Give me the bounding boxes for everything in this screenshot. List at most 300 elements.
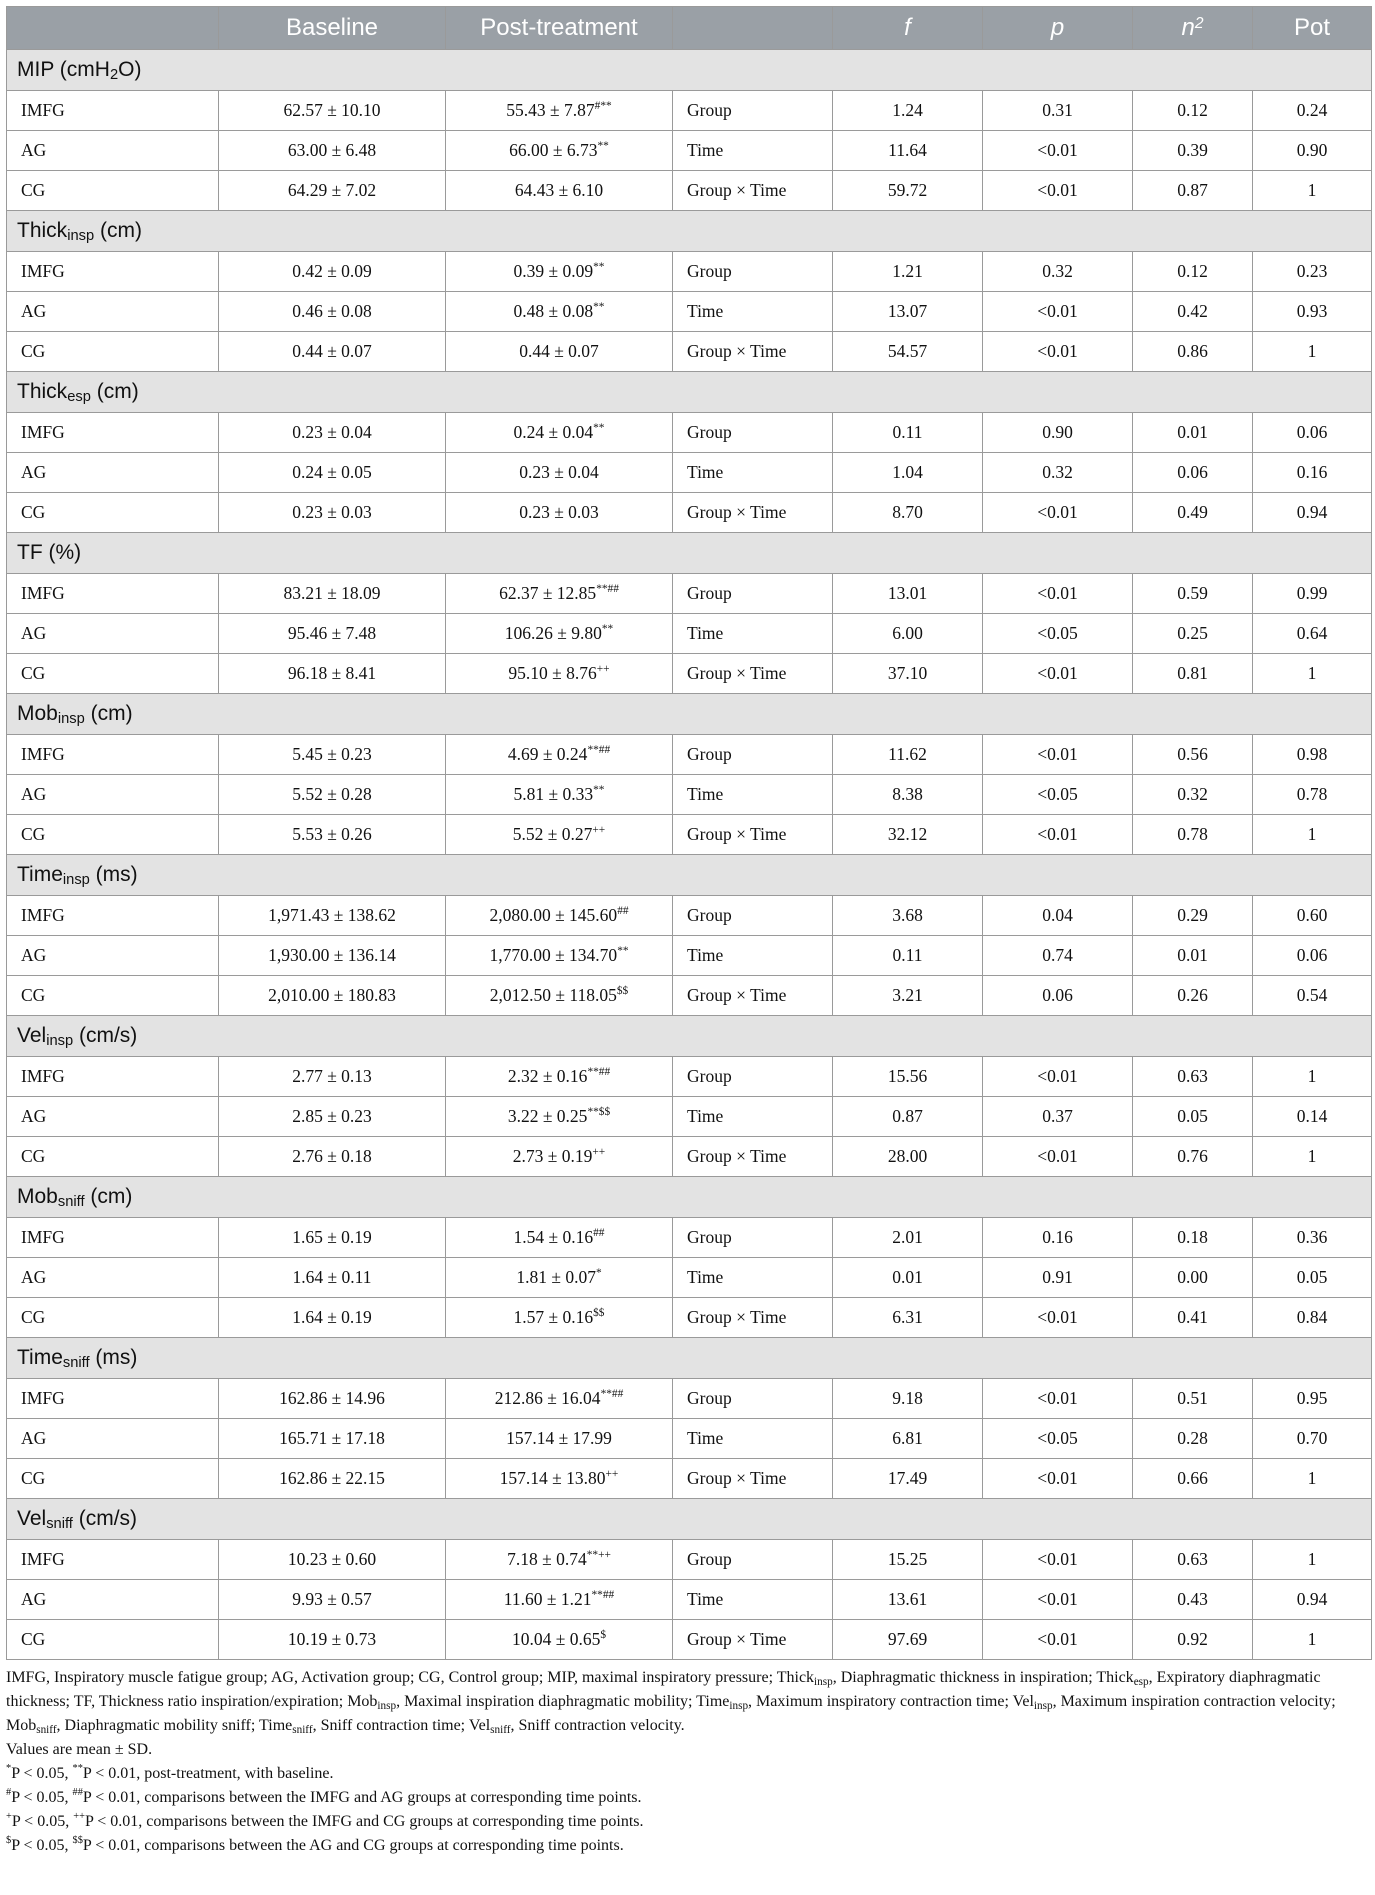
section-header-row xyxy=(7,50,1372,91)
table-row xyxy=(7,775,1372,815)
f-cell: 1.04 xyxy=(833,453,983,493)
post-treatment-cell: 212.86 ± 16.04**## xyxy=(446,1379,673,1419)
p-cell: 0.32 xyxy=(983,453,1133,493)
f-cell: 1.21 xyxy=(833,252,983,292)
n2-cell: 0.18 xyxy=(1133,1218,1253,1258)
effect-cell: Group × Time xyxy=(673,1459,833,1499)
footnote: IMFG, Inspiratory muscle fatigue group; AG, Activation group; CG, Control group; MIP, maximal inspiratory pressure; Thick$_{insp}$, Diaphragmatic thickness in inspiration; Thick$_{esp}$, Expiratory diaphragmatic thickness; TF, Thickness ratio inspiration/expiration; Mob$_{insp}$, Maximal inspiration diaphragmatic mobility; Time$_{insp}$, Maximum inspiratory contraction time; Vel$_{insp}$, Maximum inspiration contraction velocity; Mob$_{sniff}$, Diaphragmatic mobility sniff; Time$_{sniff}$, Sniff contraction time; Vel$_{sniff}$, Sniff contraction velocity. xyxy=(6,1669,1336,1736)
pot-cell: 1 xyxy=(1253,654,1372,694)
group-cell: CG xyxy=(7,171,219,211)
post-treatment-cell: 62.37 ± 12.85**## xyxy=(446,574,673,614)
p-cell: <0.01 xyxy=(983,1057,1133,1097)
baseline-cell: 2.85 ± 0.23 xyxy=(219,1097,446,1137)
post-treatment-cell: 1,770.00 ± 134.70** xyxy=(446,936,673,976)
n2-cell: 0.66 xyxy=(1133,1459,1253,1499)
pot-cell: 0.70 xyxy=(1253,1419,1372,1459)
p-cell: 0.04 xyxy=(983,896,1133,936)
section-title: Thick$_{esp}$ (cm) xyxy=(7,372,1372,413)
n2-cell: 0.25 xyxy=(1133,614,1253,654)
results-table-container xyxy=(6,6,1371,1858)
post-treatment-cell: 157.14 ± 17.99 xyxy=(446,1419,673,1459)
f-cell: 15.56 xyxy=(833,1057,983,1097)
effect-cell: Group xyxy=(673,1540,833,1580)
f-cell: 3.21 xyxy=(833,976,983,1016)
header-f: f xyxy=(833,7,983,50)
table-row xyxy=(7,413,1372,453)
group-cell: CG xyxy=(7,1298,219,1338)
n2-cell: 0.00 xyxy=(1133,1258,1253,1298)
effect-cell: Time xyxy=(673,1580,833,1620)
baseline-cell: 2.77 ± 0.13 xyxy=(219,1057,446,1097)
section-header-row xyxy=(7,1177,1372,1218)
pot-cell: 0.60 xyxy=(1253,896,1372,936)
section-title: Time$_{insp}$ (ms) xyxy=(7,855,1372,896)
table-row xyxy=(7,654,1372,694)
effect-cell: Group × Time xyxy=(673,332,833,372)
group-cell: AG xyxy=(7,131,219,171)
table-row xyxy=(7,896,1372,936)
post-treatment-cell: 0.39 ± 0.09** xyxy=(446,252,673,292)
pot-cell: 0.90 xyxy=(1253,131,1372,171)
header-label xyxy=(7,7,219,50)
header-n2: $n^2$ xyxy=(1133,7,1253,50)
section-title: Mob$_{insp}$ (cm) xyxy=(7,694,1372,735)
p-cell: <0.05 xyxy=(983,775,1133,815)
effect-cell: Group xyxy=(673,1218,833,1258)
effect-cell: Time xyxy=(673,1258,833,1298)
effect-cell: Time xyxy=(673,1097,833,1137)
p-cell: <0.01 xyxy=(983,574,1133,614)
post-treatment-cell: 0.24 ± 0.04** xyxy=(446,413,673,453)
post-treatment-cell: 2,012.50 ± 118.05$$ xyxy=(446,976,673,1016)
f-cell: 0.11 xyxy=(833,413,983,453)
p-cell: <0.05 xyxy=(983,1419,1133,1459)
n2-cell: 0.81 xyxy=(1133,654,1253,694)
group-cell: CG xyxy=(7,1620,219,1660)
n2-cell: 0.78 xyxy=(1133,815,1253,855)
p-cell: 0.37 xyxy=(983,1097,1133,1137)
f-cell: 28.00 xyxy=(833,1137,983,1177)
baseline-cell: 0.23 ± 0.03 xyxy=(219,493,446,533)
table-row xyxy=(7,91,1372,131)
section-title: Thick$_{insp}$ (cm) xyxy=(7,211,1372,252)
table-row xyxy=(7,936,1372,976)
n2-cell: 0.51 xyxy=(1133,1379,1253,1419)
header-baseline: Baseline xyxy=(219,7,446,50)
post-treatment-cell: 1.81 ± 0.07* xyxy=(446,1258,673,1298)
group-cell: IMFG xyxy=(7,735,219,775)
group-cell: AG xyxy=(7,292,219,332)
p-cell: <0.01 xyxy=(983,1137,1133,1177)
p-cell: <0.01 xyxy=(983,1620,1133,1660)
p-cell: <0.01 xyxy=(983,292,1133,332)
group-cell: CG xyxy=(7,1137,219,1177)
baseline-cell: 5.53 ± 0.26 xyxy=(219,815,446,855)
post-treatment-cell: 11.60 ± 1.21**## xyxy=(446,1580,673,1620)
f-cell: 6.31 xyxy=(833,1298,983,1338)
pot-cell: 1 xyxy=(1253,1540,1372,1580)
group-cell: IMFG xyxy=(7,1218,219,1258)
post-treatment-cell: 2.73 ± 0.19++ xyxy=(446,1137,673,1177)
n2-cell: 0.41 xyxy=(1133,1298,1253,1338)
baseline-cell: 83.21 ± 18.09 xyxy=(219,574,446,614)
group-cell: CG xyxy=(7,976,219,1016)
post-treatment-cell: 95.10 ± 8.76++ xyxy=(446,654,673,694)
baseline-cell: 10.23 ± 0.60 xyxy=(219,1540,446,1580)
baseline-cell: 2.76 ± 0.18 xyxy=(219,1137,446,1177)
p-cell: <0.01 xyxy=(983,131,1133,171)
p-cell: 0.16 xyxy=(983,1218,1133,1258)
n2-cell: 0.01 xyxy=(1133,936,1253,976)
footnote: #P < 0.05, ##P < 0.01, comparisons between the IMFG and AG groups at corresponding time points. xyxy=(6,1787,642,1806)
table-row xyxy=(7,735,1372,775)
baseline-cell: 0.23 ± 0.04 xyxy=(219,413,446,453)
table-row xyxy=(7,171,1372,211)
footnote: *P < 0.05, **P < 0.01, post-treatment, with baseline. xyxy=(6,1763,334,1782)
baseline-cell: 0.42 ± 0.09 xyxy=(219,252,446,292)
baseline-cell: 5.52 ± 0.28 xyxy=(219,775,446,815)
table-row xyxy=(7,1580,1372,1620)
baseline-cell: 9.93 ± 0.57 xyxy=(219,1580,446,1620)
post-treatment-cell: 0.23 ± 0.04 xyxy=(446,453,673,493)
pot-cell: 1 xyxy=(1253,1459,1372,1499)
effect-cell: Time xyxy=(673,453,833,493)
effect-cell: Group × Time xyxy=(673,976,833,1016)
p-cell: <0.01 xyxy=(983,815,1133,855)
table-row xyxy=(7,493,1372,533)
f-cell: 13.61 xyxy=(833,1580,983,1620)
table-row xyxy=(7,1057,1372,1097)
effect-cell: Group × Time xyxy=(673,1298,833,1338)
f-cell: 8.38 xyxy=(833,775,983,815)
table-row xyxy=(7,574,1372,614)
post-treatment-cell: 106.26 ± 9.80** xyxy=(446,614,673,654)
p-cell: <0.01 xyxy=(983,1540,1133,1580)
section-header-row xyxy=(7,1338,1372,1379)
group-cell: AG xyxy=(7,1258,219,1298)
n2-cell: 0.12 xyxy=(1133,252,1253,292)
f-cell: 3.68 xyxy=(833,896,983,936)
section-title: Vel$_{insp}$ (cm/s) xyxy=(7,1016,1372,1057)
f-cell: 11.62 xyxy=(833,735,983,775)
table-row xyxy=(7,1620,1372,1660)
group-cell: IMFG xyxy=(7,91,219,131)
group-cell: AG xyxy=(7,936,219,976)
section-header-row xyxy=(7,533,1372,574)
effect-cell: Time xyxy=(673,292,833,332)
effect-cell: Group xyxy=(673,1379,833,1419)
p-cell: 0.91 xyxy=(983,1258,1133,1298)
pot-cell: 0.06 xyxy=(1253,413,1372,453)
header-row xyxy=(7,7,1372,50)
pot-cell: 0.98 xyxy=(1253,735,1372,775)
pot-cell: 1 xyxy=(1253,171,1372,211)
group-cell: AG xyxy=(7,775,219,815)
pot-cell: 1 xyxy=(1253,1057,1372,1097)
table-row xyxy=(7,332,1372,372)
post-treatment-cell: 2,080.00 ± 145.60## xyxy=(446,896,673,936)
table-row xyxy=(7,614,1372,654)
group-cell: IMFG xyxy=(7,413,219,453)
n2-cell: 0.92 xyxy=(1133,1620,1253,1660)
pot-cell: 0.84 xyxy=(1253,1298,1372,1338)
post-treatment-cell: 10.04 ± 0.65$ xyxy=(446,1620,673,1660)
group-cell: AG xyxy=(7,614,219,654)
post-treatment-cell: 2.32 ± 0.16**## xyxy=(446,1057,673,1097)
header-effect xyxy=(673,7,833,50)
f-cell: 15.25 xyxy=(833,1540,983,1580)
group-cell: IMFG xyxy=(7,1540,219,1580)
p-cell: <0.01 xyxy=(983,1580,1133,1620)
effect-cell: Time xyxy=(673,1419,833,1459)
section-title: Mob$_{sniff}$ (cm) xyxy=(7,1177,1372,1218)
footnote: $P < 0.05, $$P < 0.01, comparisons between the AG and CG groups at corresponding time points. xyxy=(6,1835,624,1854)
p-cell: 0.90 xyxy=(983,413,1133,453)
pot-cell: 0.99 xyxy=(1253,574,1372,614)
group-cell: AG xyxy=(7,1419,219,1459)
baseline-cell: 0.46 ± 0.08 xyxy=(219,292,446,332)
f-cell: 54.57 xyxy=(833,332,983,372)
f-cell: 11.64 xyxy=(833,131,983,171)
table-row xyxy=(7,1258,1372,1298)
section-title: MIP (cmH$_2$O) xyxy=(7,50,1372,91)
section-title: Time$_{sniff}$ (ms) xyxy=(7,1338,1372,1379)
f-cell: 6.81 xyxy=(833,1419,983,1459)
group-cell: CG xyxy=(7,654,219,694)
p-cell: 0.06 xyxy=(983,976,1133,1016)
table-row xyxy=(7,1540,1372,1580)
n2-cell: 0.06 xyxy=(1133,453,1253,493)
effect-cell: Group × Time xyxy=(673,815,833,855)
pot-cell: 0.95 xyxy=(1253,1379,1372,1419)
f-cell: 37.10 xyxy=(833,654,983,694)
effect-cell: Group × Time xyxy=(673,493,833,533)
pot-cell: 0.16 xyxy=(1253,453,1372,493)
header-post-treatment: Post-treatment xyxy=(446,7,673,50)
section-title: TF (%) xyxy=(7,533,1372,574)
n2-cell: 0.39 xyxy=(1133,131,1253,171)
table-footnotes xyxy=(6,1666,1371,1858)
section-title: Vel$_{sniff}$ (cm/s) xyxy=(7,1499,1372,1540)
f-cell: 0.01 xyxy=(833,1258,983,1298)
footnote: Values are mean ± SD. xyxy=(6,1741,153,1758)
effect-cell: Group xyxy=(673,91,833,131)
effect-cell: Group xyxy=(673,735,833,775)
n2-cell: 0.49 xyxy=(1133,493,1253,533)
group-cell: IMFG xyxy=(7,574,219,614)
pot-cell: 0.24 xyxy=(1253,91,1372,131)
baseline-cell: 162.86 ± 22.15 xyxy=(219,1459,446,1499)
baseline-cell: 2,010.00 ± 180.83 xyxy=(219,976,446,1016)
f-cell: 0.87 xyxy=(833,1097,983,1137)
baseline-cell: 96.18 ± 8.41 xyxy=(219,654,446,694)
effect-cell: Group × Time xyxy=(673,654,833,694)
effect-cell: Time xyxy=(673,936,833,976)
group-cell: AG xyxy=(7,1580,219,1620)
pot-cell: 1 xyxy=(1253,332,1372,372)
effect-cell: Group xyxy=(673,574,833,614)
pot-cell: 0.14 xyxy=(1253,1097,1372,1137)
baseline-cell: 1.64 ± 0.19 xyxy=(219,1298,446,1338)
effect-cell: Group xyxy=(673,1057,833,1097)
baseline-cell: 5.45 ± 0.23 xyxy=(219,735,446,775)
group-cell: IMFG xyxy=(7,1057,219,1097)
post-treatment-cell: 1.57 ± 0.16$$ xyxy=(446,1298,673,1338)
n2-cell: 0.43 xyxy=(1133,1580,1253,1620)
post-treatment-cell: 157.14 ± 13.80++ xyxy=(446,1459,673,1499)
table-row xyxy=(7,1459,1372,1499)
f-cell: 6.00 xyxy=(833,614,983,654)
n2-cell: 0.63 xyxy=(1133,1540,1253,1580)
baseline-cell: 1,971.43 ± 138.62 xyxy=(219,896,446,936)
pot-cell: 0.64 xyxy=(1253,614,1372,654)
baseline-cell: 165.71 ± 17.18 xyxy=(219,1419,446,1459)
p-cell: <0.01 xyxy=(983,1379,1133,1419)
post-treatment-cell: 4.69 ± 0.24**## xyxy=(446,735,673,775)
table-row xyxy=(7,976,1372,1016)
baseline-cell: 95.46 ± 7.48 xyxy=(219,614,446,654)
results-table xyxy=(6,6,1372,1660)
pot-cell: 0.93 xyxy=(1253,292,1372,332)
f-cell: 8.70 xyxy=(833,493,983,533)
p-cell: <0.01 xyxy=(983,171,1133,211)
n2-cell: 0.87 xyxy=(1133,171,1253,211)
p-cell: <0.01 xyxy=(983,332,1133,372)
group-cell: CG xyxy=(7,493,219,533)
post-treatment-cell: 66.00 ± 6.73** xyxy=(446,131,673,171)
baseline-cell: 64.29 ± 7.02 xyxy=(219,171,446,211)
p-cell: 0.31 xyxy=(983,91,1133,131)
post-treatment-cell: 5.81 ± 0.33** xyxy=(446,775,673,815)
baseline-cell: 10.19 ± 0.73 xyxy=(219,1620,446,1660)
n2-cell: 0.28 xyxy=(1133,1419,1253,1459)
n2-cell: 0.42 xyxy=(1133,292,1253,332)
effect-cell: Group xyxy=(673,252,833,292)
effect-cell: Time xyxy=(673,775,833,815)
f-cell: 2.01 xyxy=(833,1218,983,1258)
n2-cell: 0.76 xyxy=(1133,1137,1253,1177)
f-cell: 9.18 xyxy=(833,1379,983,1419)
footnote: +P < 0.05, ++P < 0.01, comparisons between the IMFG and CG groups at corresponding time points. xyxy=(6,1811,644,1830)
baseline-cell: 63.00 ± 6.48 xyxy=(219,131,446,171)
p-cell: <0.01 xyxy=(983,1298,1133,1338)
f-cell: 13.01 xyxy=(833,574,983,614)
group-cell: IMFG xyxy=(7,896,219,936)
p-cell: <0.01 xyxy=(983,493,1133,533)
post-treatment-cell: 64.43 ± 6.10 xyxy=(446,171,673,211)
section-header-row xyxy=(7,211,1372,252)
pot-cell: 1 xyxy=(1253,1620,1372,1660)
n2-cell: 0.59 xyxy=(1133,574,1253,614)
group-cell: AG xyxy=(7,1097,219,1137)
table-row xyxy=(7,131,1372,171)
p-cell: <0.01 xyxy=(983,1459,1133,1499)
n2-cell: 0.63 xyxy=(1133,1057,1253,1097)
effect-cell: Time xyxy=(673,131,833,171)
f-cell: 0.11 xyxy=(833,936,983,976)
group-cell: CG xyxy=(7,815,219,855)
table-row xyxy=(7,453,1372,493)
p-cell: 0.32 xyxy=(983,252,1133,292)
post-treatment-cell: 1.54 ± 0.16## xyxy=(446,1218,673,1258)
pot-cell: 0.36 xyxy=(1253,1218,1372,1258)
group-cell: CG xyxy=(7,1459,219,1499)
header-pot: Pot xyxy=(1253,7,1372,50)
effect-cell: Group xyxy=(673,413,833,453)
post-treatment-cell: 0.44 ± 0.07 xyxy=(446,332,673,372)
table-row xyxy=(7,252,1372,292)
p-cell: <0.05 xyxy=(983,614,1133,654)
baseline-cell: 162.86 ± 14.96 xyxy=(219,1379,446,1419)
post-treatment-cell: 7.18 ± 0.74**++ xyxy=(446,1540,673,1580)
pot-cell: 0.94 xyxy=(1253,493,1372,533)
section-header-row xyxy=(7,694,1372,735)
effect-cell: Group × Time xyxy=(673,1137,833,1177)
table-row xyxy=(7,1298,1372,1338)
post-treatment-cell: 0.23 ± 0.03 xyxy=(446,493,673,533)
f-cell: 97.69 xyxy=(833,1620,983,1660)
table-row xyxy=(7,1097,1372,1137)
effect-cell: Group × Time xyxy=(673,171,833,211)
baseline-cell: 62.57 ± 10.10 xyxy=(219,91,446,131)
pot-cell: 1 xyxy=(1253,815,1372,855)
baseline-cell: 1.64 ± 0.11 xyxy=(219,1258,446,1298)
baseline-cell: 0.24 ± 0.05 xyxy=(219,453,446,493)
table-row xyxy=(7,815,1372,855)
group-cell: IMFG xyxy=(7,252,219,292)
section-header-row xyxy=(7,855,1372,896)
pot-cell: 0.78 xyxy=(1253,775,1372,815)
f-cell: 17.49 xyxy=(833,1459,983,1499)
group-cell: AG xyxy=(7,453,219,493)
pot-cell: 0.94 xyxy=(1253,1580,1372,1620)
n2-cell: 0.32 xyxy=(1133,775,1253,815)
section-header-row xyxy=(7,372,1372,413)
n2-cell: 0.01 xyxy=(1133,413,1253,453)
table-row xyxy=(7,1379,1372,1419)
post-treatment-cell: 55.43 ± 7.87#** xyxy=(446,91,673,131)
f-cell: 1.24 xyxy=(833,91,983,131)
n2-cell: 0.86 xyxy=(1133,332,1253,372)
baseline-cell: 1.65 ± 0.19 xyxy=(219,1218,446,1258)
p-cell: <0.01 xyxy=(983,654,1133,694)
pot-cell: 0.05 xyxy=(1253,1258,1372,1298)
section-header-row xyxy=(7,1499,1372,1540)
group-cell: CG xyxy=(7,332,219,372)
pot-cell: 0.23 xyxy=(1253,252,1372,292)
n2-cell: 0.26 xyxy=(1133,976,1253,1016)
p-cell: <0.01 xyxy=(983,735,1133,775)
post-treatment-cell: 3.22 ± 0.25**$$ xyxy=(446,1097,673,1137)
table-row xyxy=(7,1137,1372,1177)
baseline-cell: 0.44 ± 0.07 xyxy=(219,332,446,372)
post-treatment-cell: 0.48 ± 0.08** xyxy=(446,292,673,332)
table-row xyxy=(7,1419,1372,1459)
effect-cell: Time xyxy=(673,614,833,654)
group-cell: IMFG xyxy=(7,1379,219,1419)
table-row xyxy=(7,1218,1372,1258)
baseline-cell: 1,930.00 ± 136.14 xyxy=(219,936,446,976)
f-cell: 32.12 xyxy=(833,815,983,855)
p-cell: 0.74 xyxy=(983,936,1133,976)
table-body xyxy=(7,50,1372,1660)
effect-cell: Group xyxy=(673,896,833,936)
effect-cell: Group × Time xyxy=(673,1620,833,1660)
f-cell: 59.72 xyxy=(833,171,983,211)
pot-cell: 0.06 xyxy=(1253,936,1372,976)
f-cell: 13.07 xyxy=(833,292,983,332)
post-treatment-cell: 5.52 ± 0.27++ xyxy=(446,815,673,855)
